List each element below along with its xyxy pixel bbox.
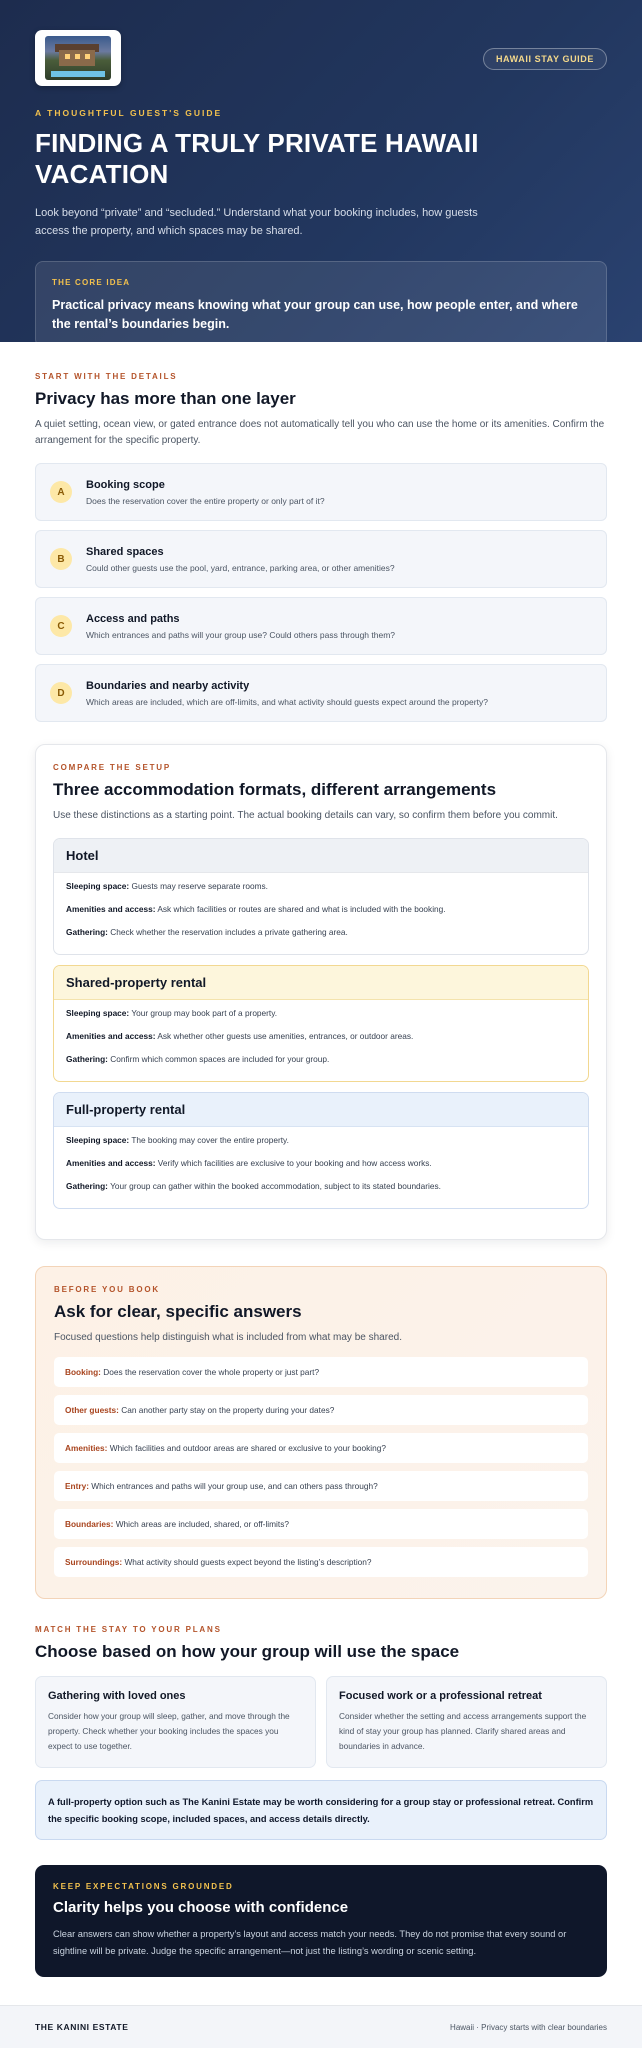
row-text: The booking may cover the entire property. [131, 1135, 289, 1145]
layer-item [35, 463, 607, 521]
row-label: Amenities and access: [66, 1158, 156, 1168]
window-shape [65, 54, 70, 59]
section-eyebrow: MATCH THE STAY TO YOUR PLANS [35, 1625, 222, 1634]
layer-body [86, 479, 325, 506]
format-row [66, 1135, 576, 1146]
row-label: Gathering: [66, 1054, 108, 1064]
layer-item [35, 664, 607, 722]
section-eyebrow: COMPARE THE SETUP [53, 763, 172, 772]
layer-list [35, 463, 607, 722]
question-item [54, 1547, 588, 1577]
format-rows [54, 1127, 588, 1208]
format-title: Hotel [54, 839, 588, 873]
section-title: Choose based on how your group will use the space [35, 1642, 460, 1661]
hero-banner [0, 0, 642, 342]
format-row [66, 927, 576, 938]
page-title: FINDING A TRULY PRIVATE HAWAII VACATION [35, 128, 479, 189]
use-case-title: Gathering with loved ones [48, 1690, 186, 1702]
footer [0, 2005, 642, 2048]
layer-badge: B [50, 548, 72, 570]
match-section [35, 1625, 607, 1840]
section-title: Three accommodation formats, different arrangements [53, 780, 497, 799]
footer-brand: THE KANINI ESTATE [35, 2022, 129, 2032]
question-label: Entry: [65, 1481, 89, 1491]
row-label: Sleeping space: [66, 881, 130, 891]
core-idea-text: Practical privacy means knowing what your group can use, how people enter, and where the rental’s boundaries begin. [52, 298, 578, 331]
section-eyebrow: BEFORE YOU BOOK [54, 1285, 160, 1294]
layer-title: Booking scope [86, 478, 165, 491]
row-text: Ask whether other guests use amenities, entrances, or outdoor areas. [157, 1031, 414, 1041]
section-eyebrow: KEEP EXPECTATIONS GROUNDED [53, 1882, 234, 1891]
section-lede: Use these distinctions as a starting point. The actual booking details can vary, so confirm them before you commit. [53, 810, 558, 821]
question-label: Other guests: [65, 1405, 119, 1415]
row-text: Confirm which common spaces are included for your group. [110, 1054, 330, 1064]
layer-title: Boundaries and nearby activity [86, 679, 250, 692]
row-text: Check whether the reservation includes a private gathering area. [110, 927, 348, 937]
compare-card [35, 744, 607, 1240]
closing-title: Clarity helps you choose with confidence [53, 1899, 349, 1916]
format-row [66, 1181, 576, 1192]
question-text: Can another party stay on the property during your dates? [121, 1405, 335, 1415]
layer-title: Access and paths [86, 612, 180, 625]
guide-pill: HAWAII STAY GUIDE [483, 48, 607, 70]
section-eyebrow: START WITH THE DETAILS [35, 372, 178, 381]
question-item [54, 1471, 588, 1501]
question-label: Booking: [65, 1367, 101, 1377]
layer-item [35, 530, 607, 588]
format-rows [54, 1000, 588, 1081]
layer-body [86, 680, 488, 707]
use-case-text: Consider whether the setting and access arrangements support the kind of stay your group has planned. Clarify shared areas and boundaries in advance. [339, 1711, 587, 1751]
layer-badge: D [50, 682, 72, 704]
question-item [54, 1433, 588, 1463]
question-text: Which areas are included, shared, or off-limits? [115, 1519, 289, 1529]
pool-shape [51, 71, 105, 77]
format-row [66, 1054, 576, 1065]
layer-badge: A [50, 481, 72, 503]
window-shape [85, 54, 90, 59]
hero-intro: Look beyond “private” and “secluded.” Understand what your booking includes, how guests access the property, and which spaces may be shared. [35, 207, 478, 237]
row-text: Your group may book part of a property. [131, 1008, 278, 1018]
question-text: What activity should guests expect beyond the listing’s description? [124, 1557, 372, 1567]
row-label: Amenities and access: [66, 904, 156, 914]
question-list [54, 1357, 588, 1577]
row-label: Amenities and access: [66, 1031, 156, 1041]
use-case-card [326, 1676, 607, 1768]
core-idea-box [35, 261, 607, 347]
format-rows [54, 873, 588, 954]
layer-desc: Could other guests use the pool, yard, entrance, parking area, or other amenities? [86, 562, 395, 573]
question-label: Boundaries: [65, 1519, 114, 1529]
question-text: Which facilities and outdoor areas are shared or exclusive to your booking? [109, 1443, 386, 1453]
closing-text: Clear answers can show whether a property’s layout and access match your needs. They do not promise that every sound or sightline will be private. Judge the specific arrangement—not just the listing’s wording or scenic setting. [53, 1929, 567, 1956]
layer-item [35, 597, 607, 655]
format-card-full [53, 1092, 589, 1209]
logo-image [45, 36, 111, 80]
core-idea-eyebrow: THE CORE IDEA [52, 278, 131, 287]
layer-title: Shared spaces [86, 545, 164, 558]
footer-note: Hawaii · Privacy starts with clear boundaries [450, 2022, 607, 2032]
layer-body [86, 546, 395, 573]
format-row [66, 904, 576, 915]
estate-callout: A full-property option such as The Kanini Estate may be worth considering for a group stay or professional retreat. Confirm the specific booking scope, included spaces, and access details directly. [35, 1780, 607, 1840]
row-text: Guests may reserve separate rooms. [131, 881, 268, 891]
section-lede: A quiet setting, ocean view, or gated entrance does not automatically tell you who can use the home or its amenities. Confirm the arrangement for the specific property. [35, 419, 605, 446]
use-case-title: Focused work or a professional retreat [339, 1690, 542, 1702]
format-title: Full-property rental [54, 1093, 588, 1127]
privacy-layers-section [35, 372, 607, 722]
question-text: Does the reservation cover the whole property or just part? [103, 1367, 320, 1377]
row-label: Sleeping space: [66, 1135, 130, 1145]
section-title: Ask for clear, specific answers [54, 1302, 302, 1321]
format-row [66, 1031, 576, 1042]
window-shape [75, 54, 80, 59]
format-row [66, 1008, 576, 1019]
use-case-card [35, 1676, 316, 1768]
row-text: Your group can gather within the booked accommodation, subject to its stated boundaries. [110, 1181, 441, 1191]
question-item [54, 1509, 588, 1539]
row-text: Verify which facilities are exclusive to your booking and how access works. [157, 1158, 432, 1168]
format-card-shared [53, 965, 589, 1082]
row-label: Gathering: [66, 927, 108, 937]
format-row [66, 881, 576, 892]
row-text: Ask which facilities or routes are shared and what is included with the booking. [157, 904, 446, 914]
question-label: Surroundings: [65, 1557, 123, 1567]
villa-photo-icon [35, 30, 121, 86]
format-title: Shared-property rental [54, 966, 588, 1000]
hero-top-bar [35, 30, 607, 86]
layer-desc: Which entrances and paths will your group use? Could others pass through them? [86, 629, 396, 640]
layer-body [86, 613, 395, 640]
row-label: Sleeping space: [66, 1008, 130, 1018]
format-list [53, 838, 589, 1209]
layer-desc: Does the reservation cover the entire property or only part of it? [86, 495, 325, 506]
layer-desc: Which areas are included, which are off-limits, and what activity should guests expect around the property? [86, 696, 488, 707]
format-card-hotel [53, 838, 589, 955]
use-case-text: Consider how your group will sleep, gather, and move through the property. Check whether your booking includes the spaces you expect to use together. [48, 1711, 290, 1751]
layer-badge: C [50, 615, 72, 637]
question-item [54, 1395, 588, 1425]
question-item [54, 1357, 588, 1387]
format-row [66, 1158, 576, 1169]
use-case-cards [35, 1676, 607, 1768]
questions-card [35, 1266, 607, 1599]
section-title: Privacy has more than one layer [35, 389, 296, 408]
question-label: Amenities: [65, 1443, 108, 1453]
hero-eyebrow: A THOUGHTFUL GUEST'S GUIDE [35, 108, 223, 118]
section-lede: Focused questions help distinguish what is included from what may be shared. [54, 1332, 402, 1343]
closing-card [35, 1865, 607, 1977]
question-text: Which entrances and paths will your group use, and can others pass through? [91, 1481, 378, 1491]
row-label: Gathering: [66, 1181, 108, 1191]
